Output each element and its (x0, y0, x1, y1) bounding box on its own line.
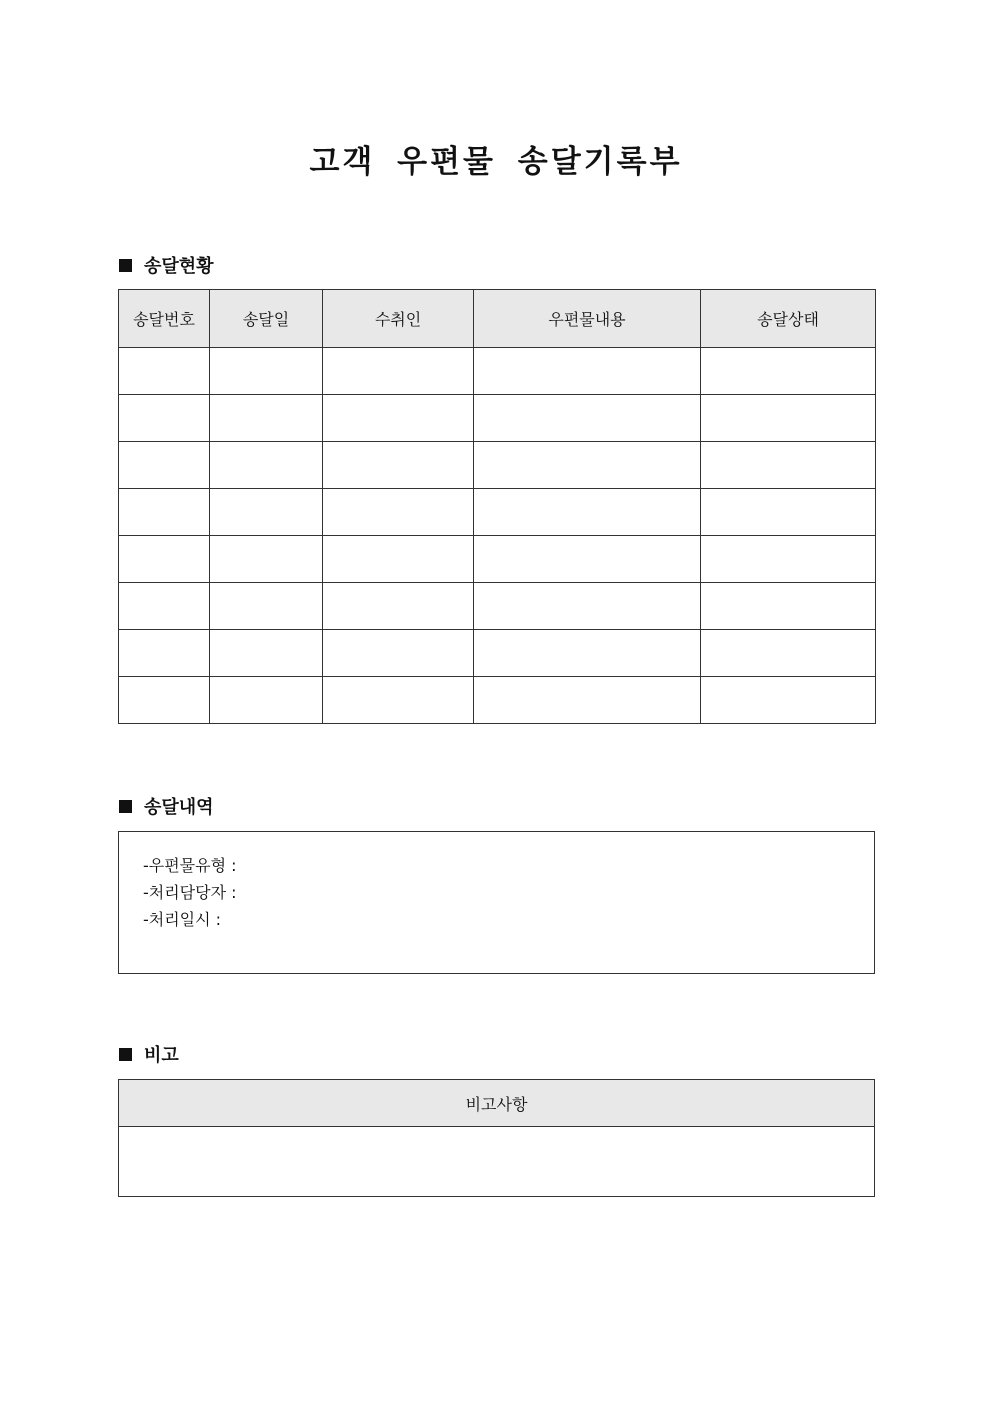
table-cell[interactable] (119, 677, 210, 724)
table-cell[interactable] (119, 489, 210, 536)
table-cell[interactable] (119, 395, 210, 442)
column-header-delivery-status: 송달상태 (701, 290, 876, 348)
table-cell[interactable] (701, 348, 876, 395)
remarks-table (118, 1079, 875, 1197)
table-cell[interactable] (323, 489, 474, 536)
table-cell[interactable] (474, 536, 701, 583)
table-cell[interactable] (119, 536, 210, 583)
delivery-details-box (118, 831, 875, 974)
table-row (119, 677, 876, 724)
table-row (119, 1127, 875, 1197)
details-lines (143, 852, 237, 933)
table-row (119, 536, 876, 583)
table-cell[interactable] (210, 348, 323, 395)
table-cell[interactable] (701, 677, 876, 724)
table-cell[interactable] (210, 630, 323, 677)
table-cell[interactable] (210, 677, 323, 724)
table-row (119, 442, 876, 489)
section-heading-details (119, 795, 214, 817)
table-cell[interactable] (474, 348, 701, 395)
table-header-row (119, 290, 876, 348)
table-cell[interactable] (210, 489, 323, 536)
section-heading-details-label: 송달내역 (144, 797, 214, 818)
table-cell[interactable] (119, 583, 210, 630)
table-cell[interactable] (323, 348, 474, 395)
processed-datetime-line: -처리일시 : (143, 910, 222, 929)
table-cell[interactable] (701, 442, 876, 489)
table-row (119, 630, 876, 677)
square-bullet-icon (119, 1048, 132, 1061)
table-cell[interactable] (701, 583, 876, 630)
table-cell[interactable] (323, 395, 474, 442)
table-cell[interactable] (119, 442, 210, 489)
delivery-status-table (118, 289, 876, 724)
table-cell[interactable] (323, 442, 474, 489)
table-cell[interactable] (210, 583, 323, 630)
table-row (119, 489, 876, 536)
table-cell[interactable] (474, 442, 701, 489)
table-cell[interactable] (701, 536, 876, 583)
remarks-content-cell[interactable] (119, 1127, 875, 1197)
section-heading-remarks (119, 1043, 179, 1065)
table-header-row (119, 1080, 875, 1127)
column-header-delivery-number: 송달번호 (119, 290, 210, 348)
table-cell[interactable] (701, 489, 876, 536)
remarks-header: 비고사항 (119, 1080, 875, 1127)
table-cell[interactable] (323, 583, 474, 630)
table-cell[interactable] (119, 348, 210, 395)
table-cell[interactable] (210, 536, 323, 583)
table-cell[interactable] (474, 630, 701, 677)
table-row (119, 395, 876, 442)
table-cell[interactable] (474, 677, 701, 724)
table-cell[interactable] (323, 677, 474, 724)
square-bullet-icon (119, 800, 132, 813)
table-cell[interactable] (474, 395, 701, 442)
table-row (119, 583, 876, 630)
table-cell[interactable] (119, 630, 210, 677)
section-heading-status (119, 254, 214, 276)
square-bullet-icon (119, 259, 132, 272)
table-cell[interactable] (210, 442, 323, 489)
section-heading-remarks-label: 비고 (144, 1045, 179, 1066)
table-cell[interactable] (474, 583, 701, 630)
column-header-recipient: 수취인 (323, 290, 474, 348)
table-cell[interactable] (701, 395, 876, 442)
column-header-mail-contents: 우편물내용 (474, 290, 701, 348)
table-cell[interactable] (210, 395, 323, 442)
column-header-delivery-date: 송달일 (210, 290, 323, 348)
table-cell[interactable] (701, 630, 876, 677)
table-cell[interactable] (474, 489, 701, 536)
mail-type-line: -우편물유형 : (143, 856, 237, 875)
document-title: 고객 우편물 송달기록부 (309, 144, 683, 180)
table-row (119, 348, 876, 395)
handler-line: -처리담당자 : (143, 883, 237, 902)
table-cell[interactable] (323, 630, 474, 677)
table-cell[interactable] (323, 536, 474, 583)
section-heading-status-label: 송달현황 (144, 256, 214, 277)
